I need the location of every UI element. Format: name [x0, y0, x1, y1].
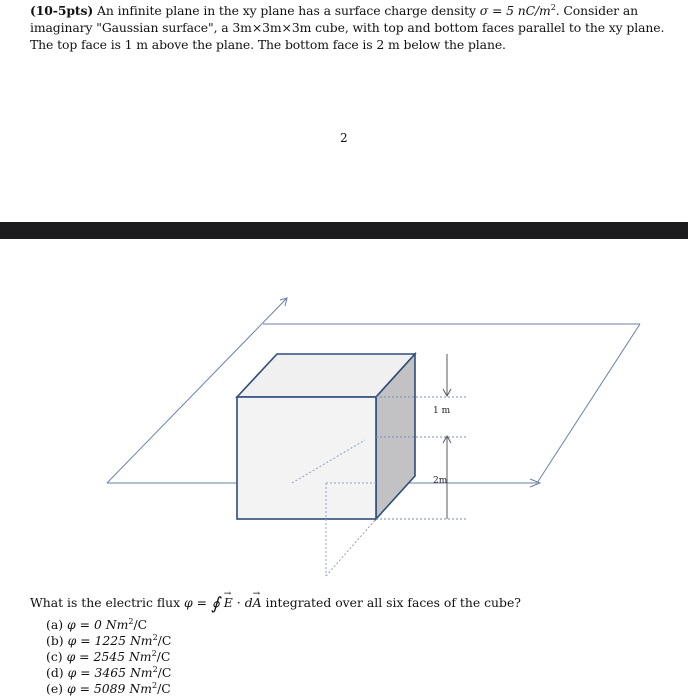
sigma-equation: σ = 5 nC/m	[479, 3, 551, 18]
e-vector: → E	[224, 594, 233, 612]
points-label: (10-5pts)	[30, 3, 94, 18]
choice-d[interactable]: (d) φ = 3465 Nm$^2$/C	[46, 664, 172, 680]
cube-front-face	[237, 397, 376, 519]
a-vector: → A	[253, 594, 262, 612]
label-1m: 1 m	[433, 406, 451, 416]
choice-b[interactable]: (b) φ = 1225 Nm$^2$/C	[46, 632, 172, 648]
label-2m: 2m	[433, 476, 448, 486]
page-number: 2	[340, 131, 348, 145]
closed-integral-icon: ∮	[210, 594, 220, 614]
cube-plane-figure	[0, 240, 688, 590]
problem-text-2: . Consider an imaginary "Gaussian surface", a 3m×3m×3m cube, with top and bottom faces parallel to the xy plane. The top face is 1 m above the plane. The bottom face is 2 m below the plane.	[30, 3, 665, 52]
differential: d	[244, 595, 253, 610]
question-text	[30, 593, 521, 612]
question-lead: What is the electric flux	[30, 595, 181, 610]
problem-statement	[30, 2, 670, 53]
choice-a[interactable]: (a) φ = 0 Nm$^2$/C	[46, 616, 148, 632]
sigma-exponent: 2	[550, 2, 556, 12]
choice-e[interactable]: (e) φ = 5089 Nm$^2$/C	[46, 680, 171, 696]
problem-text-1: An infinite plane in the xy plane has a surface charge density	[97, 3, 476, 18]
flux-symbol: φ =	[184, 595, 208, 610]
page-divider	[0, 222, 688, 239]
choice-c[interactable]: (c) φ = 2545 Nm$^2$/C	[46, 648, 171, 664]
dot-operator: ·	[236, 595, 241, 610]
answer-choices	[46, 617, 171, 697]
plane-right-edge	[537, 324, 640, 483]
question-tail: integrated over all six faces of the cube?	[265, 595, 521, 610]
hidden-edge-bottom	[326, 519, 376, 576]
